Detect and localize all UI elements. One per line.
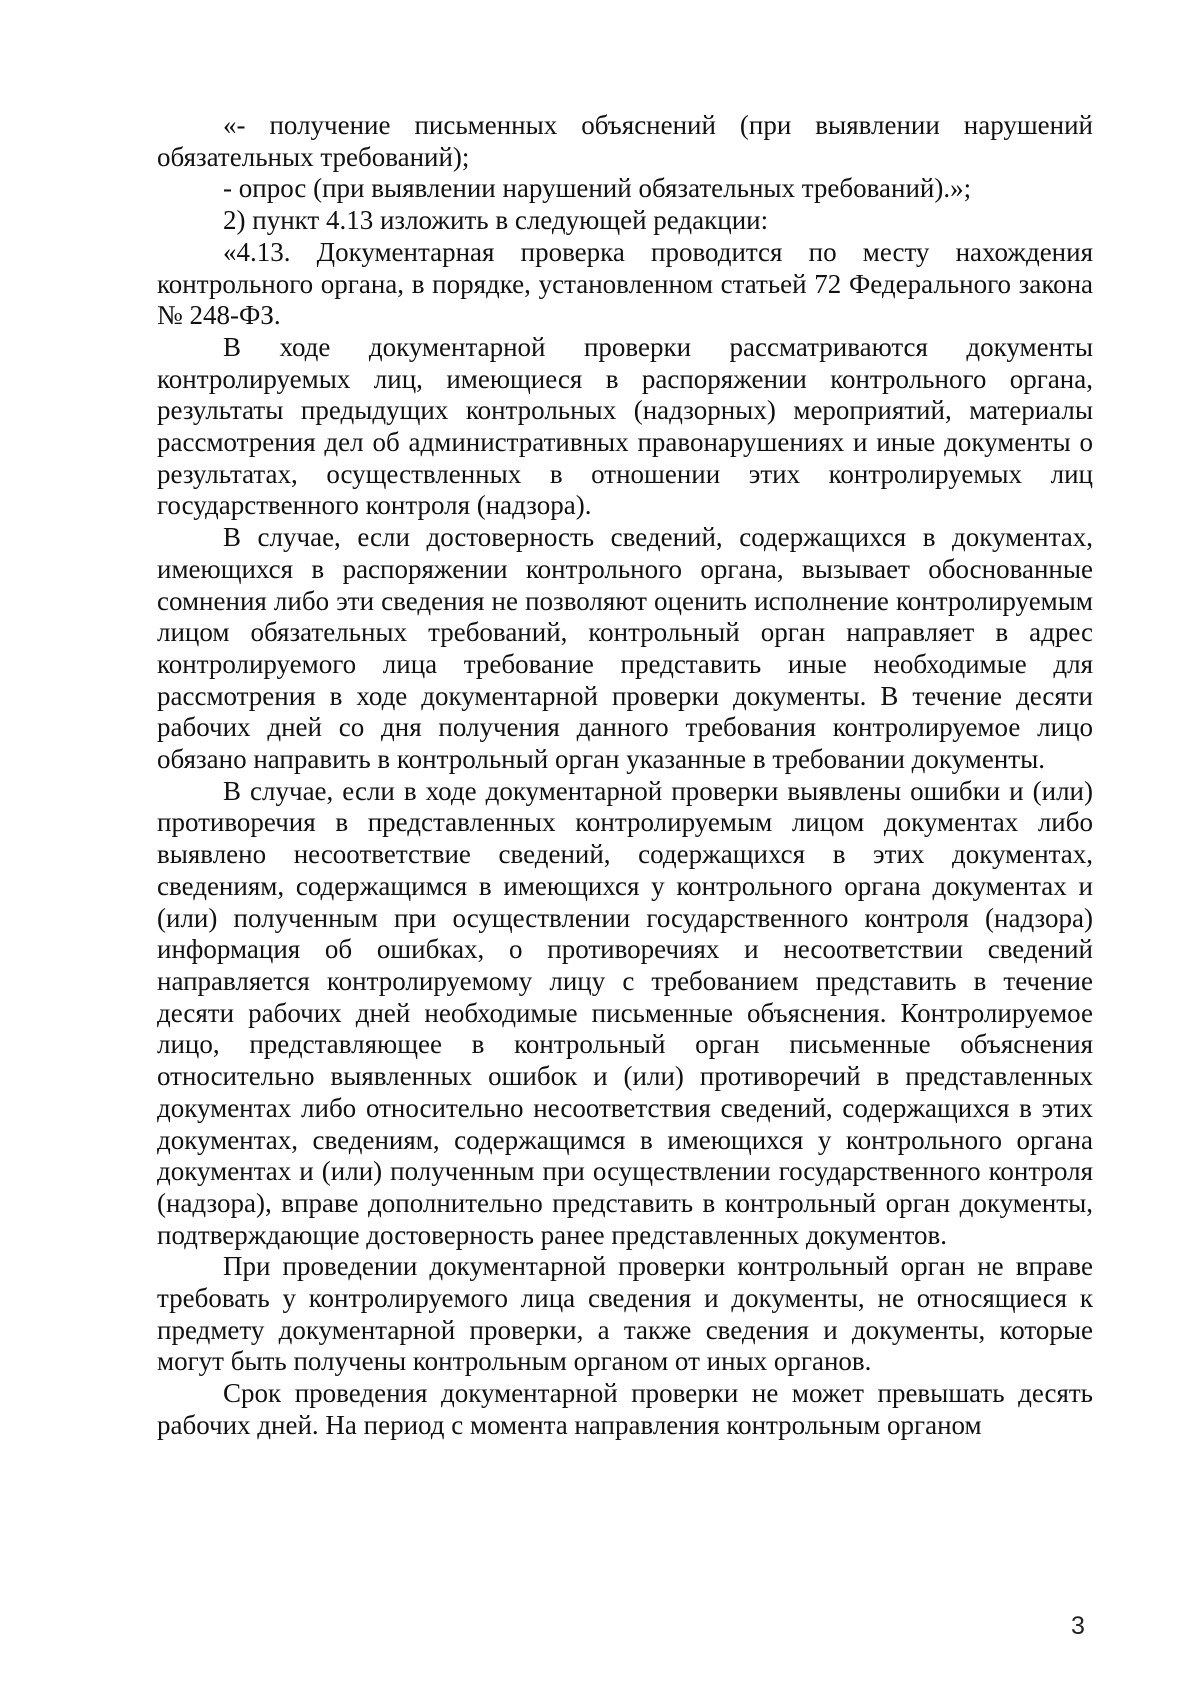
paragraph-reliability-doubts: В случае, если достоверность сведений, содержащихся в документах, имеющихся в распоряжении контрольного органа, вызывает обоснованные сомнения либо эти сведения не позволяют оценить исполнение контролируемым лицом обязательных требований, контрольный орган направляет в адрес контролируемого лица требование представить иные необходимые для рассмотрения в ходе документарной проверки документы. В течение десяти рабочих дней со дня получения данного требования контролируемое лицо обязано направить в контрольный орган указанные в требовании документы. <box>157 522 1093 775</box>
paragraph-not-entitled-to-require: При проведении документарной проверки контрольный орган не вправе требовать у контролируемого лица сведения и документы, не относящиеся к предмету документарной проверки, а также сведения и документы, которые могут быть получены контрольным органом от иных органов. <box>157 1251 1093 1377</box>
paragraph-errors-contradictions: В случае, если в ходе документарной проверки выявлены ошибки и (или) противоречия в представленных контролируемым лицом документах либо выявлено несоответствие сведений, содержащихся в этих документах, сведениям, содержащимся в имеющихся у контрольного органа документах и (или) полученным при осуществлении государственного контроля (надзора) информация об ошибках, о противоречиях и несоответствии сведений направляется контролируемому лицу с требованием представить в течение десяти рабочих дней необходимые письменные объяснения. Контролируемое лицо, представляющее в контрольный орган письменные объяснения относительно выявленных ошибок и (или) противоречий в представленных документах либо относительно несоответствия сведений, содержащихся в этих документах, сведениям, содержащимся в имеющихся у контрольного органа документах и (или) полученным при осуществлении государственного контроля (надзора), вправе дополнительно представить в контрольный орган документы, подтверждающие достоверность ранее представленных документов. <box>157 775 1093 1250</box>
paragraph-item-survey: - опрос (при выявлении нарушений обязательных требований).»; <box>223 173 972 204</box>
paragraph-inspection-term: Срок проведения документарной проверки не может превышать десять рабочих дней. На период с момента направления контрольным органом <box>157 1378 1093 1440</box>
paragraph-amendment-4-13: 2) пункт 4.13 изложить в следующей редакции: <box>223 205 769 236</box>
paragraph-item-written-explanations: «- получение письменных объяснений (при выявлении нарушений обязательных требований); <box>157 110 1093 172</box>
page-number: 3 <box>1071 1612 1085 1640</box>
paragraph-4-13-location: «4.13. Документарная проверка проводится по месту нахождения контрольного органа, в порядке, установленном статьей 72 Федерального закона № 248-ФЗ. <box>157 236 1093 331</box>
paragraph-documents-reviewed: В ходе документарной проверки рассматриваются документы контролируемых лиц, имеющиеся в распоряжении контрольного органа, результаты предыдущих контрольных (надзорных) мероприятий, материалы рассмотрения дел об административных правонарушениях и иные документы о результатах, осуществленных в отношении этих контролируемых лиц государственного контроля (надзора). <box>157 331 1093 521</box>
document-body <box>157 110 1093 1442</box>
